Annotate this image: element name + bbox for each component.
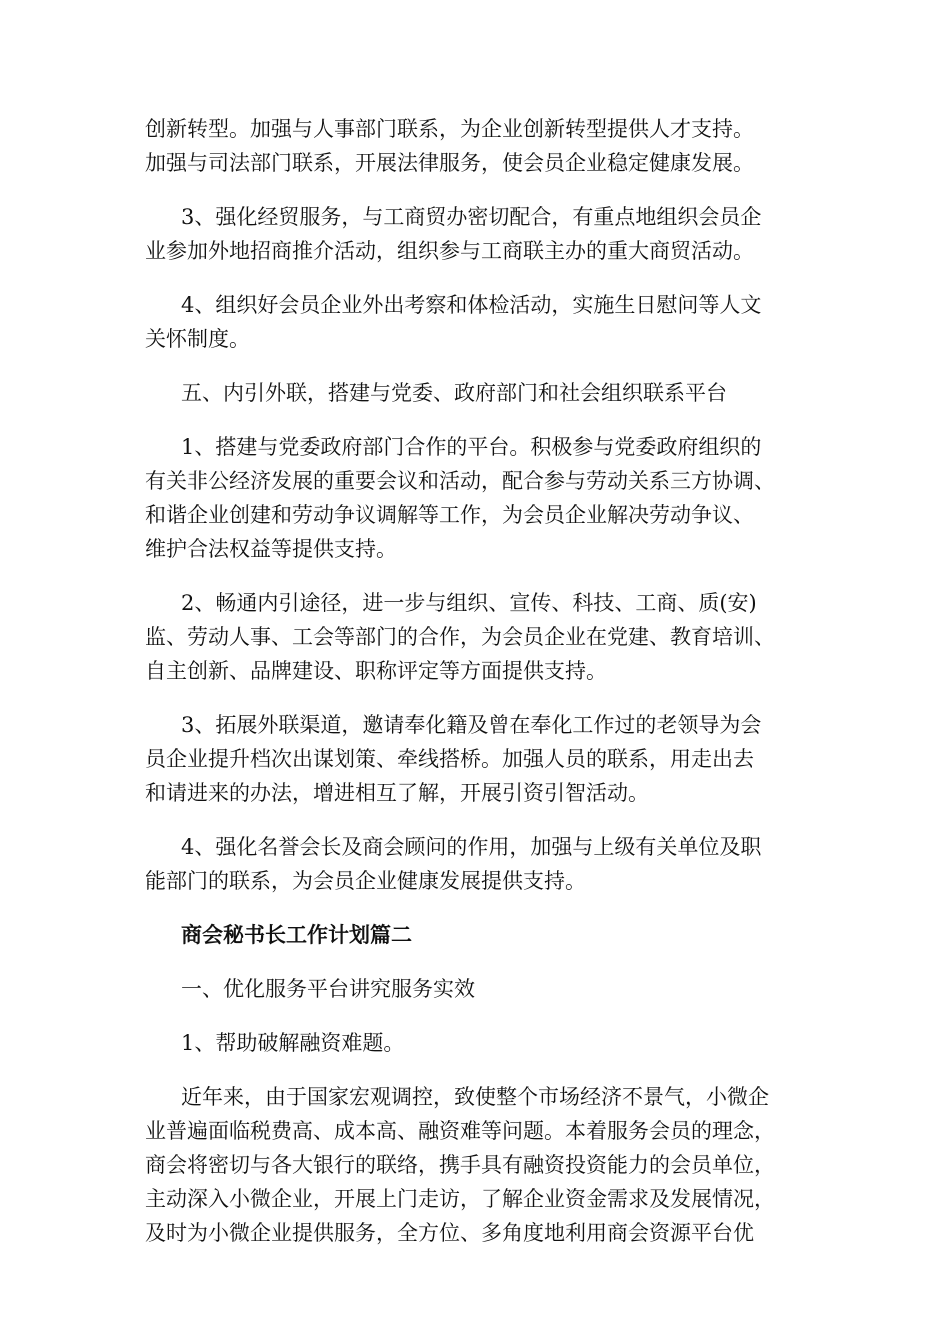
document-body [145, 112, 815, 1270]
subsection-heading-financing [145, 1026, 815, 1060]
paragraph-internal-channels [145, 586, 815, 688]
text-line: 2、畅通内引途径，进一步与组织、宣传、科技、工商、质(安) [181, 591, 757, 615]
paragraph-trade-services [145, 200, 815, 268]
paragraph-honorary-president [145, 830, 815, 898]
section-heading-five [145, 376, 815, 410]
paragraph-external-channels [145, 708, 815, 810]
paragraph-member-inspection [145, 288, 815, 356]
section-heading: 一、优化服务平台讲究服务实效 [181, 977, 475, 1001]
section-heading: 五、内引外联，搭建与党委、政府部门和社会组织联系平台 [181, 381, 727, 405]
text-line: 4、组织好会员企业外出考察和体检活动，实施生日慰问等人文 [181, 293, 762, 317]
text-line: 及时为小微企业提供服务，全方位、多角度地利用商会资源平台优 [145, 1221, 754, 1245]
paragraph-recent-years [145, 1080, 815, 1250]
text-line: 业参加外地招商推介活动，组织参与工商联主办的重大商贸活动。 [145, 239, 754, 263]
text-line: 关怀制度。 [145, 327, 250, 351]
text-line: 自主创新、品牌建设、职称评定等方面提供支持。 [145, 659, 607, 683]
article-title-part-two [145, 918, 815, 952]
text-line: 和谐企业创建和劳动争议调解等工作，为会员企业解决劳动争议、 [145, 503, 754, 527]
text-line: 监、劳动人事、工会等部门的合作，为会员企业在党建、教育培训、 [145, 625, 775, 649]
text-line: 1、搭建与党委政府部门合作的平台。积极参与党委政府组织的 [181, 435, 762, 459]
text-line: 维护合法权益等提供支持。 [145, 537, 397, 561]
text-line: 3、拓展外联渠道，邀请奉化籍及曾在奉化工作过的老领导为会 [181, 713, 762, 737]
article-title: 商会秘书长工作计划篇二 [181, 922, 412, 947]
text-line: 业普遍面临税费高、成本高、融资难等问题。本着服务会员的理念， [145, 1119, 775, 1143]
text-line: 近年来，由于国家宏观调控，致使整个市场经济不景气，小微企 [181, 1085, 769, 1109]
text-line: 加强与司法部门联系，开展法律服务，使会员企业稳定健康发展。 [145, 151, 754, 175]
section-heading-one [145, 972, 815, 1006]
text-line: 商会将密切与各大银行的联络，携手具有融资投资能力的会员单位， [145, 1153, 775, 1177]
text-line: 和请进来的办法，增进相互了解，开展引资引智活动。 [145, 781, 649, 805]
text-line: 主动深入小微企业，开展上门走访，了解企业资金需求及发展情况， [145, 1187, 775, 1211]
text-line: 3、强化经贸服务，与工商贸办密切配合，有重点地组织会员企 [181, 205, 762, 229]
subsection-heading: 1、帮助破解融资难题。 [181, 1031, 405, 1055]
paragraph-talent-legal-support [145, 112, 815, 180]
text-line: 创新转型。加强与人事部门联系，为企业创新转型提供人才支持。 [145, 117, 754, 141]
text-line: 能部门的联系，为会员企业健康发展提供支持。 [145, 869, 586, 893]
text-line: 员企业提升档次出谋划策、牵线搭桥。加强人员的联系，用走出去 [145, 747, 754, 771]
text-line: 有关非公经济发展的重要会议和活动，配合参与劳动关系三方协调、 [145, 469, 775, 493]
text-line: 4、强化名誉会长及商会顾问的作用，加强与上级有关单位及职 [181, 835, 762, 859]
paragraph-government-platform [145, 430, 815, 566]
